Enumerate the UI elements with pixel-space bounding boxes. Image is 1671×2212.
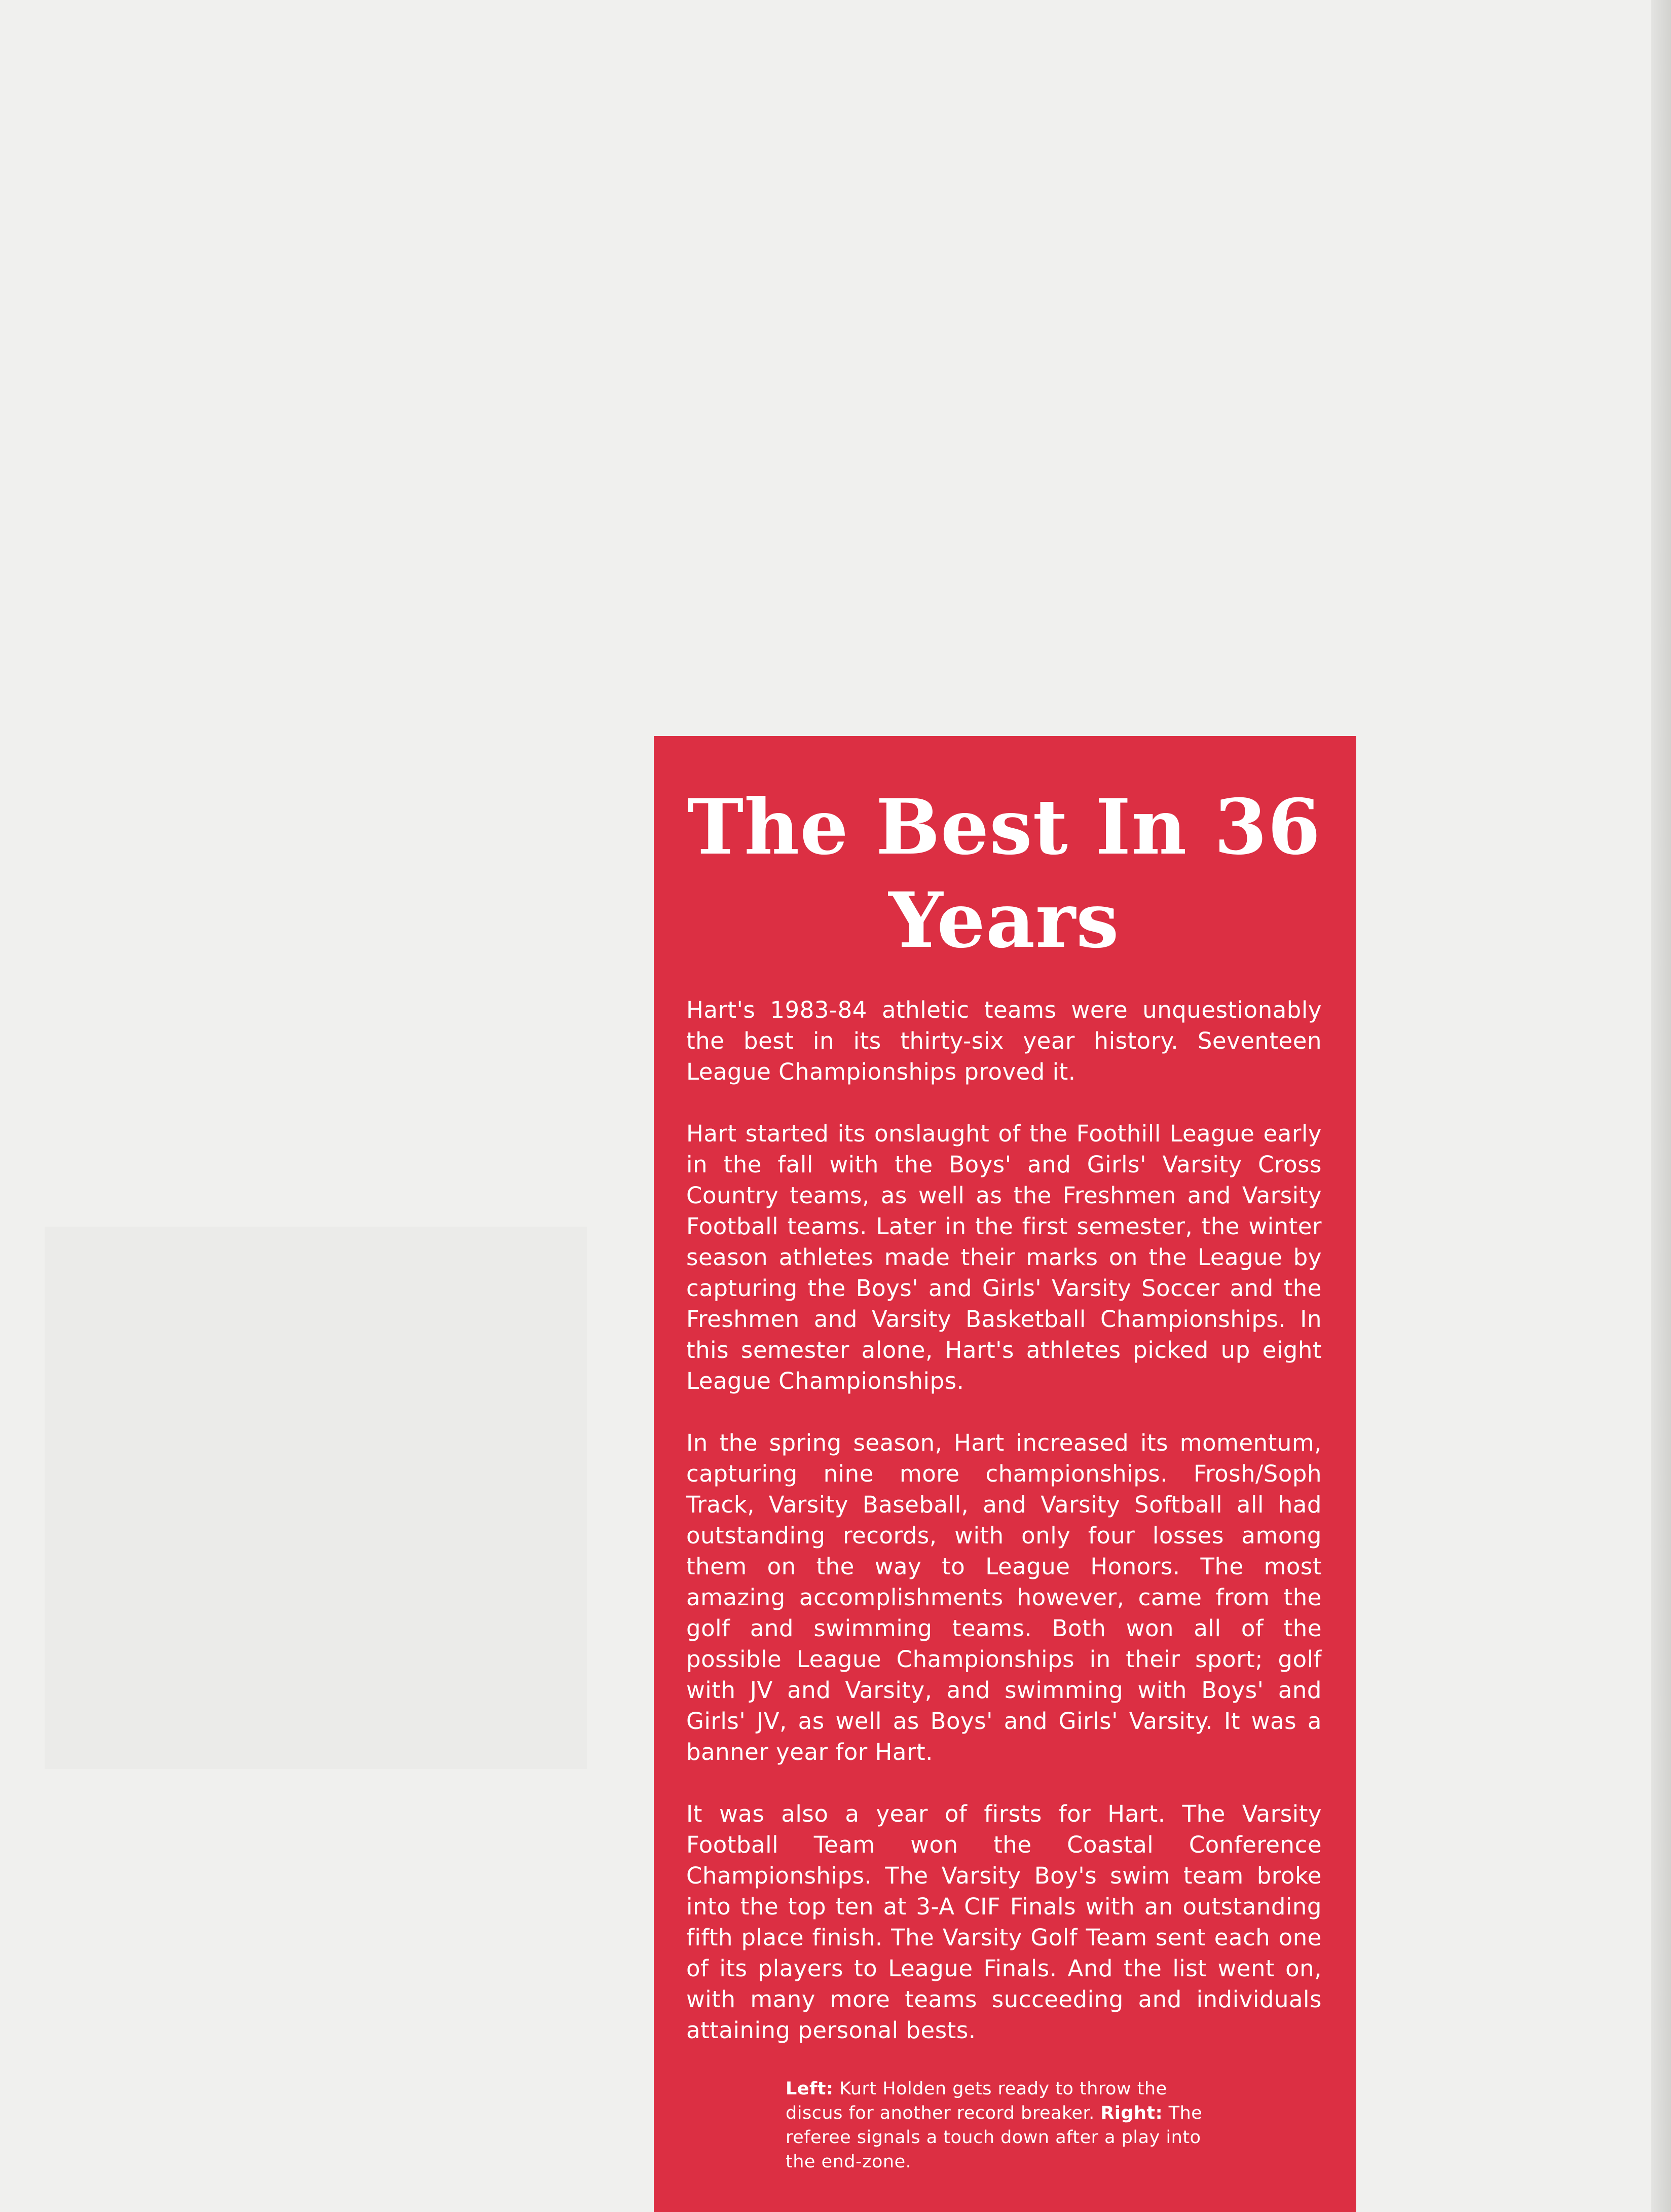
caption-left-text: Kurt Holden gets ready to throw the discus for another record breaker. bbox=[786, 2079, 1167, 2123]
faded-photo-area bbox=[45, 1227, 587, 1769]
paragraph-4: It was also a year of firsts for Hart. The Varsity Football Team won the Coastal Conference Championships. The Varsity Boy's swim team broke into the top ten at 3-A CIF Finals with an outstanding fifth place finish. The Varsity Golf Team sent each one of its players to League Finals. And the list went on, with many more teams succeeding and individuals attaining personal bests. bbox=[686, 1800, 1322, 2044]
caption-left-label: Left: bbox=[786, 2079, 834, 2099]
caption-right-text: The referee signals a touch down after a play into the end-zone. bbox=[786, 2103, 1203, 2172]
page-edge-shadow bbox=[1651, 0, 1671, 2212]
paragraph-2: Hart started its onslaught of the Foothill League early in the fall with the Boys' and Girls' Varsity Cross Country teams, as well as the Freshmen and Varsity Football teams. Later in the first semester, the winter season athletes made their marks on the League by capturing the Boys' and Girls' Varsity Soccer and the Freshmen and Varsity Basketball Championships. In this semester alone, Hart's athletes picked up eight League Championships. bbox=[686, 1120, 1322, 1394]
photo-caption bbox=[786, 2077, 1220, 2174]
paragraph-1: Hart's 1983-84 athletic teams were unquestionably the best in its thirty-six year history. Seventeen League Championships proved it. bbox=[686, 997, 1322, 1085]
article-title: The Best In 36 Years bbox=[687, 783, 1321, 965]
caption-right-label: Right: bbox=[1100, 2103, 1163, 2123]
article-body bbox=[686, 994, 1322, 2046]
paragraph-3: In the spring season, Hart increased its momentum, capturing nine more championships. Frosh/Soph Track, Varsity Baseball, and Varsity Softball all had outstanding records, with only four losses among them on the way to League Honors. The most amazing accomplishments however, came from the golf and swimming teams. Both won all of the possible League Championships in their sport; golf with JV and Varsity, and swimming with Boys' and Girls' JV, as well as Boys' and Girls' Varsity. It was a banner year for Hart. bbox=[686, 1429, 1322, 1765]
article-panel bbox=[654, 736, 1356, 2212]
